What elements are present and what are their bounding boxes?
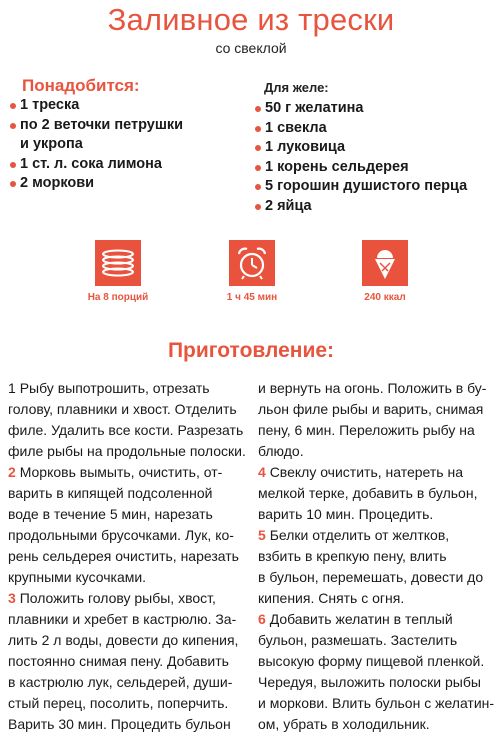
bullet-icon xyxy=(255,106,261,112)
plates-icon xyxy=(95,240,141,286)
step-number: 3 xyxy=(8,590,16,606)
step-4: 4 Свеклу очистить, натереть на мелкой терке, добавить в бульон, варить 10 мин. Процедить. xyxy=(258,464,478,522)
step-number: 1 xyxy=(8,380,16,396)
step-5: 5 Белки отделить от желтков, взбить в крепкую пену, влить в бульон, перемешать, довести до кипения. Снять с огня. xyxy=(258,527,484,606)
list-item: 1 корень сельдерея xyxy=(255,158,495,178)
bullet-icon xyxy=(10,181,16,187)
step-6: 6 Добавить желатин в теплый бульон, размешать. Застелить высокую форму пищевой пленкой. Чередуя, выложить полоски рыбы и моркови. Влить бульон с желатин- ом, убрать в холодильник. xyxy=(258,611,495,732)
step-1: 1 Рыбу выпотрошить, отрезать голову, плавники и хвост. Отделить филе. Удалить все кости. Разрезать филе рыбы на продольные полоски. xyxy=(8,380,246,459)
alarm-clock-icon xyxy=(229,240,275,286)
recipe-subtitle: со свеклой xyxy=(215,40,287,56)
list-item: 1 ст. л. сока лимона xyxy=(10,155,260,175)
bullet-icon xyxy=(255,165,261,171)
list-item: 1 свекла xyxy=(255,119,495,139)
jelly-heading: Для желе: xyxy=(264,80,329,95)
step-number: 2 xyxy=(8,464,16,480)
step-number: 4 xyxy=(258,464,266,480)
bullet-icon xyxy=(255,184,261,190)
calories-label: 240 ккал xyxy=(364,292,406,303)
list-item: 1 треска xyxy=(10,96,260,116)
list-item: 5 горошин душистого перца xyxy=(255,177,495,197)
recipe-info-row xyxy=(0,240,502,310)
bullet-icon xyxy=(255,145,261,151)
bullet-icon xyxy=(10,123,16,129)
preparation-column-right xyxy=(258,378,498,735)
step-3-continued: и вернуть на огонь. Положить в бу- льон филе рыбы и варить, снимая пену, 6 мин. Переложить рыбу на блюдо. xyxy=(258,380,487,459)
bullet-icon xyxy=(10,162,16,168)
list-item: 2 моркови xyxy=(10,174,260,194)
step-number: 6 xyxy=(258,611,266,627)
ingredients-list xyxy=(10,96,260,194)
time-label: 1 ч 45 мин xyxy=(226,292,278,303)
ice-cream-icon xyxy=(362,240,408,286)
preparation-column-left xyxy=(8,378,248,735)
ingredients-heading: Понадобится: xyxy=(22,76,140,95)
bullet-icon xyxy=(255,126,261,132)
list-item: 50 г желатина xyxy=(255,99,495,119)
jelly-ingredients-list xyxy=(255,99,495,216)
preparation-heading: Приготовление: xyxy=(167,339,335,362)
step-2: 2 Морковь вымыть, очистить, от- варить в кипящей подсоленной воде в течение 5 мин, нарезать продольными брусочками. Лук, ко- рень сельдерея очистить, нарезать крупными кусочками. xyxy=(8,464,239,585)
step-3: 3 Положить голову рыбы, хвост, плавники и хребет в кастрюлю. За- лить 2 л воды, довести до кипения, постоянно снимая пену. Добавить в кастрюлю лук, сельдерей, души- стый перец, посолить, поперчить. Варить 30 мин. Процедить бульон xyxy=(8,590,239,732)
step-number: 5 xyxy=(258,527,266,543)
recipe-title: Заливное из трески xyxy=(107,2,395,37)
bullet-icon xyxy=(10,103,16,109)
list-item: 1 луковица xyxy=(255,138,495,158)
list-item: 2 яйца xyxy=(255,197,495,217)
portions-label: На 8 порций xyxy=(87,292,149,303)
list-item: по 2 веточки петрушки и укропа xyxy=(10,116,260,155)
bullet-icon xyxy=(255,204,261,210)
